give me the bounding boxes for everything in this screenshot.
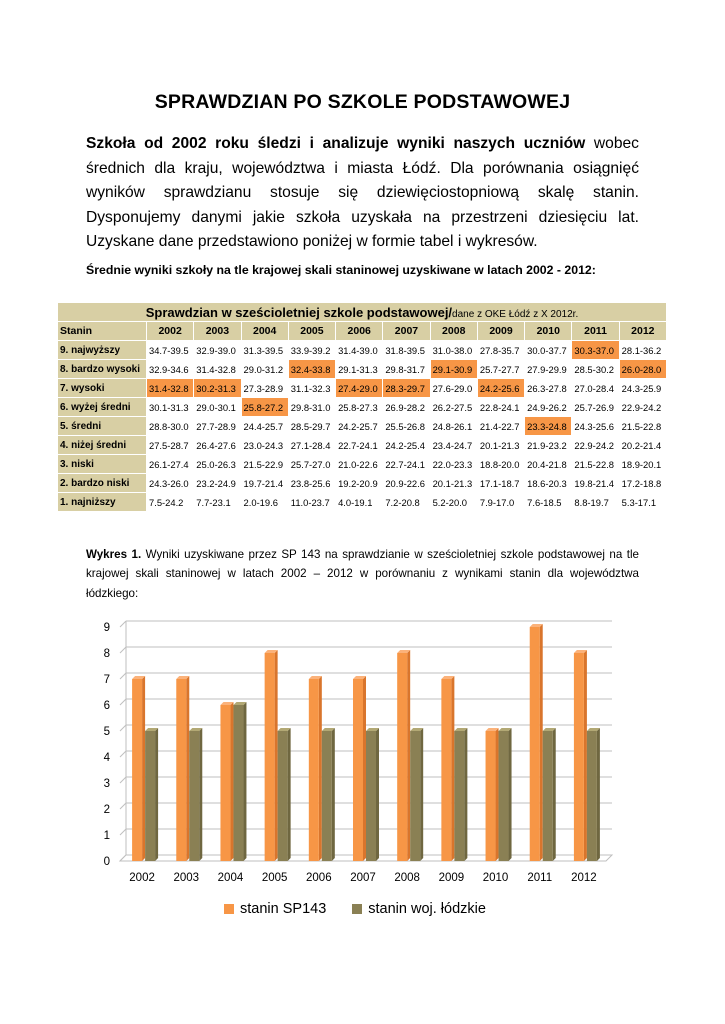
row-label: 5. średni: [58, 417, 147, 436]
bar-sp143: [397, 653, 407, 861]
table-cell: 21.5-22.8: [572, 455, 619, 474]
table-cell: 21.5-22.8: [619, 417, 666, 436]
table-cell: 25.7-26.9: [572, 398, 619, 417]
row-label: 8. bardzo wysoki: [58, 360, 147, 379]
table-caption: [58, 303, 667, 322]
table-cell: 23.0-24.3: [241, 436, 288, 455]
table-cell: 28.8-30.0: [147, 417, 194, 436]
header-year: 2004: [241, 322, 288, 341]
chart-legend: [224, 901, 512, 917]
table-cell: 27.0-28.4: [572, 379, 619, 398]
table-cell: 22.8-24.1: [477, 398, 524, 417]
table-cell: 25.0-26.3: [194, 455, 241, 474]
bar-side: [332, 728, 335, 861]
table-cell: 25.7-27.7: [477, 360, 524, 379]
table-row: [58, 398, 667, 417]
table-cell: 28.5-30.2: [572, 360, 619, 379]
table-cell: 33.9-39.2: [288, 341, 335, 360]
table-cell: 34.7-39.5: [147, 341, 194, 360]
gridline-depth: [120, 777, 126, 783]
table-cell: 8.8-19.7: [572, 493, 619, 512]
table-cell: 22.7-24.1: [336, 436, 383, 455]
bar-sp143: [220, 705, 230, 861]
header-year: 2011: [572, 322, 619, 341]
row-label: 9. najwyższy: [58, 341, 147, 360]
table-cell: 18.9-20.1: [619, 455, 666, 474]
table-cell: 7.9-17.0: [477, 493, 524, 512]
table-cell: 31.1-32.3: [288, 379, 335, 398]
table-cell: 29.0-31.2: [241, 360, 288, 379]
table-caption-title: Sprawdzian w sześcioletniej szkole podstawowej/: [145, 304, 453, 320]
bar-side: [230, 702, 233, 861]
table-cell: 24.8-26.1: [430, 417, 477, 436]
table-cell: 22.9-24.2: [619, 398, 666, 417]
bar-side: [142, 676, 145, 861]
table-cell: 24.3-25.6: [572, 417, 619, 436]
x-tick-label: 2012: [571, 872, 597, 884]
x-tick-label: 2005: [261, 872, 288, 884]
table-cell: 24.3-25.9: [619, 379, 666, 398]
table-row: [58, 493, 667, 512]
header-year: 2006: [336, 322, 383, 341]
table-cell: 18.8-20.0: [477, 455, 524, 474]
table-cell: 30.1-31.3: [147, 398, 194, 417]
table-cell-school-result: 29.1-30.9: [430, 360, 477, 379]
bar-side: [199, 728, 202, 861]
row-label: 2. bardzo niski: [58, 474, 147, 493]
row-label: 1. najniższy: [58, 493, 147, 512]
bar-lodzkie: [410, 731, 420, 861]
table-cell: 32.9-34.6: [147, 360, 194, 379]
table-row: [58, 360, 667, 379]
table-cell: 31.3-39.5: [241, 341, 288, 360]
header-year: 2003: [194, 322, 241, 341]
x-tick-label: 2002: [129, 872, 155, 884]
row-label: 7. wysoki: [58, 379, 147, 398]
bar-side: [496, 728, 499, 861]
bar-side: [275, 650, 278, 861]
bar-lodzkie: [543, 731, 553, 861]
bar-side: [363, 676, 366, 861]
table-cell: 26.2-27.5: [430, 398, 477, 417]
y-tick-label: 7: [103, 674, 110, 686]
row-label: 4. niżej średni: [58, 436, 147, 455]
table-row: [58, 417, 667, 436]
bar-side: [451, 676, 454, 861]
gridline-depth: [120, 673, 126, 679]
bar-lodzkie: [278, 731, 288, 861]
table-cell: 20.1-21.3: [430, 474, 477, 493]
header-year: 2007: [383, 322, 430, 341]
table-cell: 21.9-23.2: [525, 436, 572, 455]
bar-sp143: [265, 653, 275, 861]
gridline-depth: [120, 621, 126, 627]
table-row: [58, 341, 667, 360]
bar-side: [376, 728, 379, 861]
header-year: 2005: [288, 322, 335, 341]
bar-side: [155, 728, 158, 861]
table-cell-school-result: 31.4-32.8: [147, 379, 194, 398]
bar-sp143: [176, 679, 186, 861]
table-cell: 20.9-22.6: [383, 474, 430, 493]
table-cell: 20.4-21.8: [525, 455, 572, 474]
table-cell-school-result: 32.4-33.8: [288, 360, 335, 379]
table-cell: 2.0-19.6: [241, 493, 288, 512]
bar-sp143: [353, 679, 363, 861]
table-cell: 25.8-27.3: [336, 398, 383, 417]
gridline-depth: [120, 803, 126, 809]
x-tick-label: 2011: [527, 872, 553, 884]
bar-side: [553, 728, 556, 861]
x-tick-label: 2007: [350, 872, 376, 884]
y-tick-label: 6: [103, 700, 110, 712]
bar-side: [319, 676, 322, 861]
chart-side-wall: [120, 621, 126, 861]
x-tick-label: 2006: [306, 872, 332, 884]
legend-label-sp143: stanin SP143: [240, 901, 327, 917]
gridline-depth: [120, 751, 126, 757]
table-cell: 22.9-24.2: [572, 436, 619, 455]
legend-swatch-lodzkie: [352, 904, 362, 914]
table-cell: 23.4-24.7: [430, 436, 477, 455]
table-cell: 7.6-18.5: [525, 493, 572, 512]
figure-label: Wykres 1.: [86, 548, 142, 561]
bar-side: [288, 728, 291, 861]
table-cell: 31.4-32.8: [194, 360, 241, 379]
results-table: [57, 302, 667, 512]
header-year: 2002: [147, 322, 194, 341]
header-year: 2008: [430, 322, 477, 341]
bar-side: [186, 676, 189, 861]
table-row: [58, 455, 667, 474]
table-cell: 7.2-20.8: [383, 493, 430, 512]
legend-swatch-sp143: [224, 904, 234, 914]
y-tick-label: 3: [103, 778, 110, 790]
table-cell: 24.3-26.0: [147, 474, 194, 493]
table-cell: 23.8-25.6: [288, 474, 335, 493]
bar-side: [584, 650, 587, 861]
table-cell: 27.5-28.7: [147, 436, 194, 455]
table-cell: 26.9-28.2: [383, 398, 430, 417]
row-label: 6. wyżej średni: [58, 398, 147, 417]
table-cell-school-result: 30.2-31.3: [194, 379, 241, 398]
table-cell: 21.4-22.7: [477, 417, 524, 436]
table-cell: 17.1-18.7: [477, 474, 524, 493]
table-cell: 27.1-28.4: [288, 436, 335, 455]
bar-side: [540, 624, 543, 861]
table-cell: 19.8-21.4: [572, 474, 619, 493]
table-cell: 22.7-24.1: [383, 455, 430, 474]
bar-lodzkie: [499, 731, 509, 861]
bar-lodzkie: [322, 731, 332, 861]
table-cell: 29.8-31.7: [383, 360, 430, 379]
table-cell: 7.5-24.2: [147, 493, 194, 512]
y-tick-label: 9: [103, 622, 110, 634]
intro-text: wobec średnich dla kraju, województwa i miasta Łódź. Dla porównania osiągnięć wyników sprawdzianu stosuje się dziewięciostopniową skalę stanin. Dysponujemy danymi jakie szkoła uzyskała na przestrzeni dziesięciu lat. Uzyskane dane przedstawiono poniżej w formie tabel i wykresów.: [86, 135, 639, 251]
table-row: [58, 379, 667, 398]
bar-side: [420, 728, 423, 861]
legend-item-sp143: [224, 901, 326, 917]
table-cell: 5.2-20.0: [430, 493, 477, 512]
gridline-depth: [120, 829, 126, 835]
table-cell: 30.0-37.7: [525, 341, 572, 360]
table-header-row: [58, 322, 667, 341]
x-tick-label: 2009: [438, 872, 465, 884]
table-row: [58, 436, 667, 455]
table-cell: 28.1-36.2: [619, 341, 666, 360]
y-tick-label: 8: [103, 648, 110, 660]
legend-item-lodzkie: [352, 901, 486, 917]
bar-sp143: [132, 679, 142, 861]
bar-lodzkie: [587, 731, 597, 861]
table-cell: 28.5-29.7: [288, 417, 335, 436]
table-cell: 31.8-39.5: [383, 341, 430, 360]
x-tick-label: 2003: [173, 872, 200, 884]
table-caption-row: [58, 303, 667, 322]
page-title: SPRAWDZIAN PO SZKOLE PODSTAWOWEJ: [154, 91, 571, 113]
table-cell: 5.3-17.1: [619, 493, 666, 512]
table-cell: 26.4-27.6: [194, 436, 241, 455]
table-cell-school-result: 24.2-25.6: [477, 379, 524, 398]
table-cell: 24.2-25.7: [336, 417, 383, 436]
table-cell: 21.0-22.6: [336, 455, 383, 474]
table-cell: 25.7-27.0: [288, 455, 335, 474]
table-subheading: Średnie wyniki szkoły na tle krajowej skali staninowej uzyskiwane w latach 2002 - 2012:: [86, 263, 596, 277]
table-cell: 20.1-21.3: [477, 436, 524, 455]
table-cell: 31.0-38.0: [430, 341, 477, 360]
table-cell: 24.4-25.7: [241, 417, 288, 436]
table-cell: 31.4-39.0: [336, 341, 383, 360]
y-tick-label: 1: [103, 830, 110, 842]
table-cell: 29.1-31.3: [336, 360, 383, 379]
intro-bold: Szkoła od 2002 roku śledzi i analizuje wyniki naszych uczniów: [86, 135, 586, 152]
table-cell: 27.9-29.9: [525, 360, 572, 379]
y-tick-label: 2: [103, 804, 110, 816]
table-cell: 27.6-29.0: [430, 379, 477, 398]
bar-side: [509, 728, 512, 861]
bar-sp143: [441, 679, 451, 861]
table-cell: 27.7-28.9: [194, 417, 241, 436]
table-cell: 22.0-23.3: [430, 455, 477, 474]
table-cell: 26.3-27.8: [525, 379, 572, 398]
figure-caption: [86, 545, 639, 603]
table-cell: 32.9-39.0: [194, 341, 241, 360]
bar-lodzkie: [454, 731, 464, 861]
bar-lodzkie: [189, 731, 199, 861]
table-cell: 24.9-26.2: [525, 398, 572, 417]
table-cell: 11.0-23.7: [288, 493, 335, 512]
table-cell-school-result: 28.3-29.7: [383, 379, 430, 398]
y-tick-label: 0: [103, 856, 110, 868]
table-cell: 20.2-21.4: [619, 436, 666, 455]
table-body: [58, 341, 667, 512]
bar-lodzkie: [145, 731, 155, 861]
header-stanin: Stanin: [58, 322, 147, 341]
header-year: 2009: [477, 322, 524, 341]
x-tick-label: 2008: [394, 872, 420, 884]
table-cell: 29.8-31.0: [288, 398, 335, 417]
table-cell: 26.1-27.4: [147, 455, 194, 474]
x-tick-label: 2004: [217, 872, 244, 884]
header-year: 2010: [525, 322, 572, 341]
table-cell-school-result: 25.8-27.2: [241, 398, 288, 417]
row-label: 3. niski: [58, 455, 147, 474]
bar-sp143: [530, 627, 540, 861]
bar-lodzkie: [233, 705, 243, 861]
bar-sp143: [309, 679, 319, 861]
bar-sp143: [486, 731, 496, 861]
table-cell-school-result: 30.3-37.0: [572, 341, 619, 360]
table-row: [58, 474, 667, 493]
table-cell: 19.2-20.9: [336, 474, 383, 493]
table-cell: 17.2-18.8: [619, 474, 666, 493]
figure-text: Wyniki uzyskiwane przez SP 143 na sprawdzianie w sześcioletniej szkole podstawowej na tle krajowej skali staninowej w latach 2002 – 2012 w porównaniu z wynikami stanin dla województwa łódzkiego:: [86, 548, 639, 600]
table-cell: 4.0-19.1: [336, 493, 383, 512]
legend-label-lodzkie: stanin woj. łódzkie: [368, 901, 486, 917]
table-cell: 18.6-20.3: [525, 474, 572, 493]
bar-side: [407, 650, 410, 861]
y-tick-label: 5: [103, 726, 110, 738]
bar-side: [464, 728, 467, 861]
table-cell: 24.2-25.4: [383, 436, 430, 455]
header-year: 2012: [619, 322, 666, 341]
table-source: dane z OKE Łódź z X 2012r.: [452, 308, 579, 320]
table-cell: 21.5-22.9: [241, 455, 288, 474]
bar-side: [243, 702, 246, 861]
bar-sp143: [574, 653, 584, 861]
table-cell-school-result: 26.0-28.0: [619, 360, 666, 379]
table-cell-school-result: 27.4-29.0: [336, 379, 383, 398]
table-cell: 27.8-35.7: [477, 341, 524, 360]
bar-lodzkie: [366, 731, 376, 861]
bar-side: [597, 728, 600, 861]
gridline-depth: [120, 647, 126, 653]
gridline-depth: [120, 725, 126, 731]
gridline-depth: [120, 699, 126, 705]
table-cell: 27.3-28.9: [241, 379, 288, 398]
table-cell: 19.7-21.4: [241, 474, 288, 493]
table-cell: 7.7-23.1: [194, 493, 241, 512]
intro-paragraph: [86, 132, 639, 255]
bar-chart: [84, 603, 624, 893]
table-cell: 25.5-26.8: [383, 417, 430, 436]
x-tick-label: 2010: [482, 872, 509, 884]
table-cell-school-result: 23.3-24.8: [525, 417, 572, 436]
y-tick-label: 4: [103, 752, 110, 764]
table-cell: 23.2-24.9: [194, 474, 241, 493]
table-cell: 29.0-30.1: [194, 398, 241, 417]
